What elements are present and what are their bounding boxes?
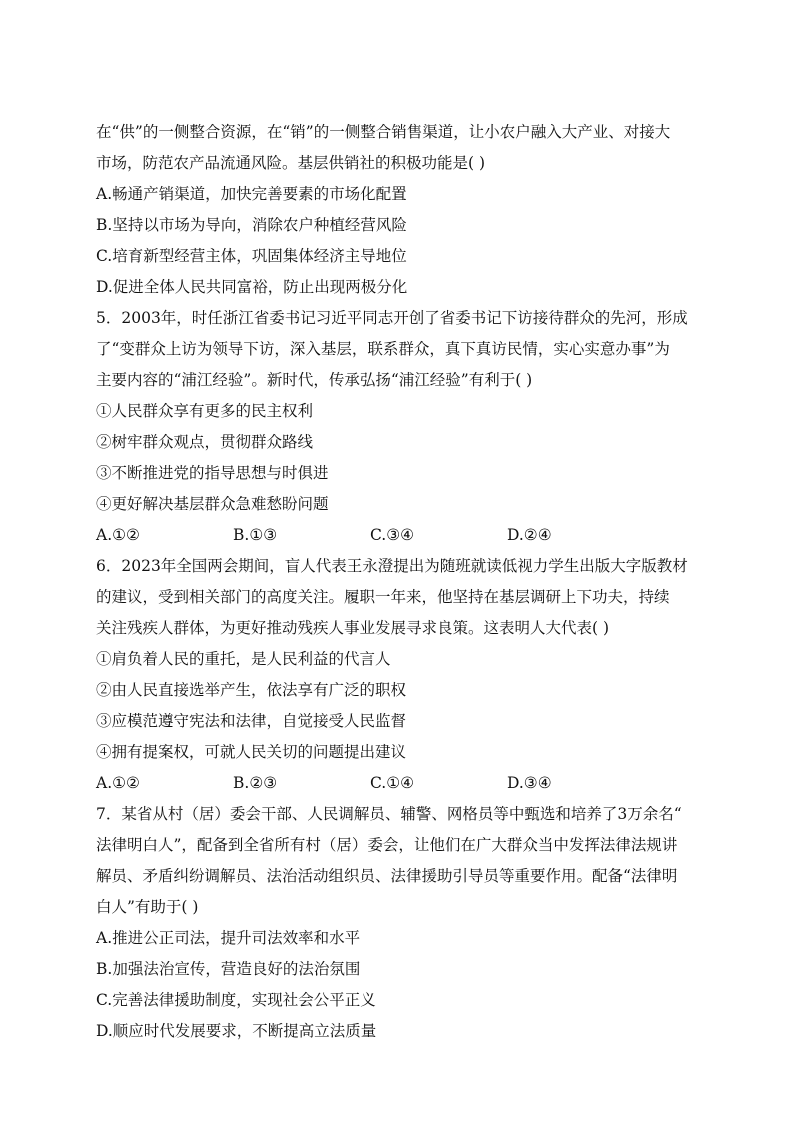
answer-choices — [96, 768, 698, 799]
question-stem-line: 主要内容的“浦江经验”。新时代，传承弘扬“浦江经验”有利于( ) — [96, 371, 533, 389]
choice-c: C.①④ — [370, 774, 415, 792]
option-b: B.坚持以市场为导向，消除农户种植经营风险 — [96, 216, 407, 234]
question-6 — [96, 551, 698, 799]
question-stem-line: 5．2003年，时任浙江省委书记习近平同志开创了省委书记下访接待群众的先河，形成 — [96, 309, 688, 327]
option-a: A.畅通产销渠道，加快完善要素的市场化配置 — [96, 185, 407, 203]
question-5 — [96, 303, 698, 551]
statement-1: ①肩负着人民的重托，是人民利益的代言人 — [96, 650, 391, 668]
question-stem-line: 关注残疾人群体，为更好推动残疾人事业发展寻求良策。这表明人大代表( ) — [96, 619, 610, 637]
choice-b: B.①③ — [233, 526, 278, 544]
question-stem-line: 白人”有助于( ) — [96, 898, 199, 916]
question-stem-line: 6．2023年全国两会期间，盲人代表王永澄提出为随班就读低视力学生出版大字版教材 — [96, 557, 688, 575]
question-stem-line: 了“变群众上访为领导下访，深入基层，联系群众，真下真访民情，实心实意办事”为 — [96, 340, 670, 358]
choice-c: C.③④ — [370, 526, 415, 544]
choice-a: A.①② — [96, 526, 140, 544]
statement-2: ②树牢群众观点，贯彻群众路线 — [96, 433, 314, 451]
question-4 — [96, 117, 698, 303]
answer-choices — [96, 520, 698, 551]
option-a: A.推进公正司法，提升司法效率和水平 — [96, 929, 361, 947]
statement-4: ④拥有提案权，可就人民关切的问题提出建议 — [96, 743, 407, 761]
statement-4: ④更好解决基层群众急难愁盼问题 — [96, 495, 329, 513]
exam-page — [96, 117, 698, 1047]
question-stem-line: 的建议，受到相关部门的高度关注。履职一年来，他坚持在基层调研上下功夫，持续 — [96, 588, 670, 606]
choice-d: D.②④ — [507, 526, 552, 544]
question-stem-line: 法律明白人”，配备到全省所有村（居）委会，让他们在广大群众当中发挥法律法规讲 — [96, 836, 678, 854]
question-stem-line: 在“供”的一侧整合资源，在“销”的一侧整合销售渠道，让小农户融入大产业、对接大 — [96, 123, 671, 141]
option-c: C.完善法律援助制度，实现社会公平正义 — [96, 991, 376, 1009]
statement-2: ②由人民直接选举产生，依法享有广泛的职权 — [96, 681, 407, 699]
question-stem-line: 解员、矛盾纠纷调解员、法治活动组织员、法律援助引导员等重要作用。配备“法律明 — [96, 867, 678, 885]
statement-1: ①人民群众享有更多的民主权利 — [96, 402, 314, 420]
option-c: C.培育新型经营主体，巩固集体经济主导地位 — [96, 247, 407, 265]
choice-b: B.②③ — [233, 774, 278, 792]
question-stem-line: 7．某省从村（居）委会干部、人民调解员、辅警、网格员等中甄选和培养了3万余名“ — [96, 805, 682, 823]
question-7 — [96, 799, 698, 1047]
choice-d: D.③④ — [507, 774, 552, 792]
statement-3: ③不断推进党的指导思想与时俱进 — [96, 464, 329, 482]
option-d: D.促进全体人民共同富裕，防止出现两极分化 — [96, 278, 408, 296]
option-d: D.顺应时代发展要求，不断提高立法质量 — [96, 1022, 377, 1040]
question-stem-line: 市场，防范农产品流通风险。基层供销社的积极功能是( ) — [96, 154, 486, 172]
choice-a: A.①② — [96, 774, 140, 792]
option-b: B.加强法治宣传，营造良好的法治氛围 — [96, 960, 361, 978]
statement-3: ③应模范遵守宪法和法律，自觉接受人民监督 — [96, 712, 407, 730]
